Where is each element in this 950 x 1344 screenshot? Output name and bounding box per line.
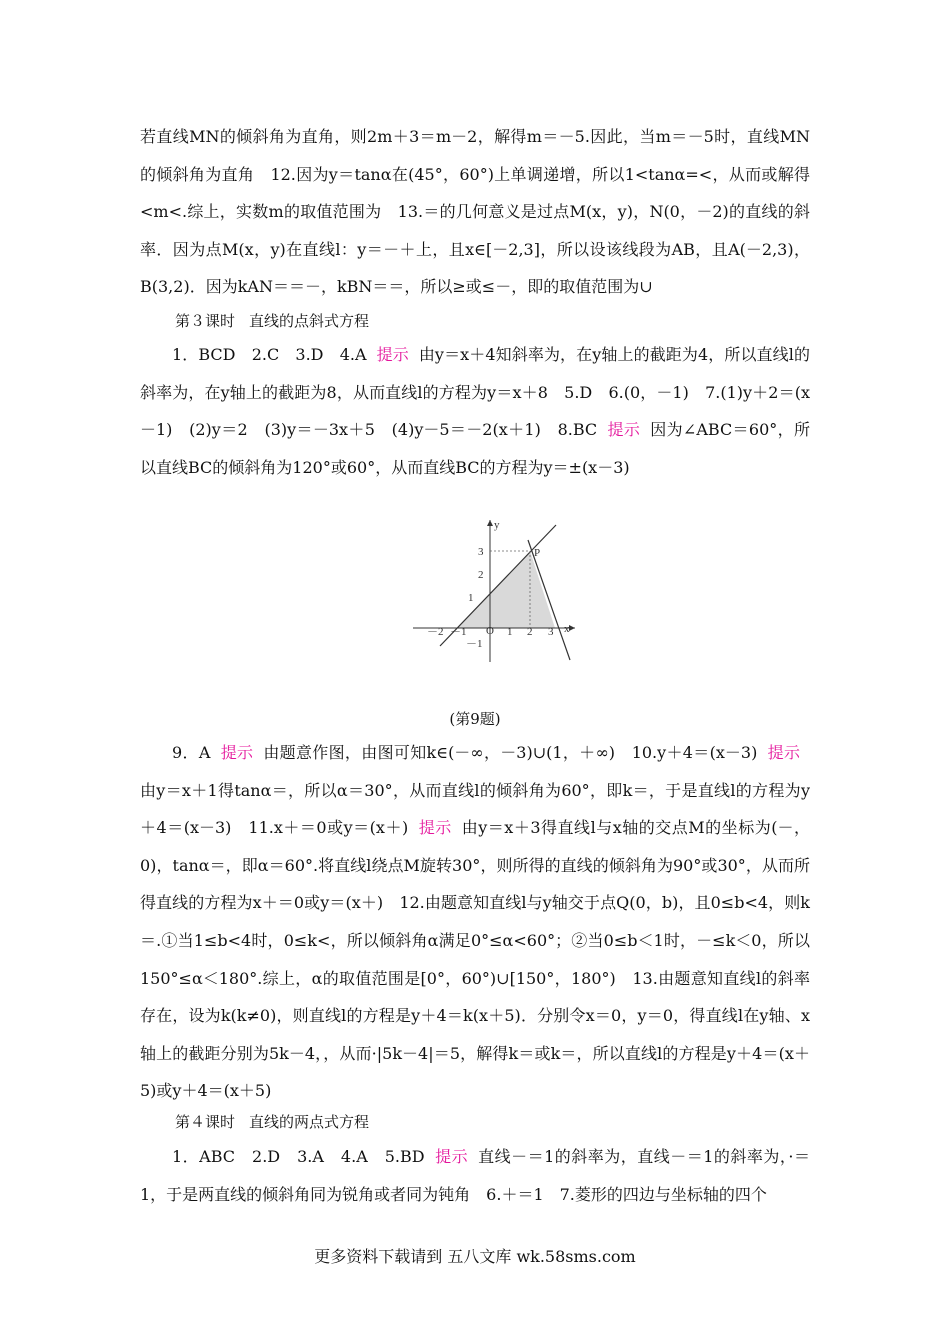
lesson-3-heading — [175, 311, 369, 331]
y-tick-label: 3 — [478, 546, 484, 558]
hint-label: 提示 — [434, 1147, 469, 1166]
hint-label: 提示 — [767, 743, 800, 762]
footer-link-text[interactable]: 更多资料下载请到 五八文库 wk.58sms.com — [314, 1247, 636, 1266]
figure-caption: (第9题) — [449, 710, 501, 728]
y-axis-arrow-icon — [487, 520, 493, 526]
y-tick-label: 1 — [468, 592, 474, 604]
x-tick-label: 2 — [527, 626, 533, 638]
lesson-3-number: 第３课时 — [175, 312, 236, 330]
hint-label: 提示 — [220, 743, 254, 762]
lesson-4-heading — [175, 1112, 369, 1132]
answer-9: 9．A — [172, 743, 211, 762]
hint-text-8: 因为∠ABC＝60°，所以直线BC的倾斜角为120°或60°，从而直线BC的方程为y＝±(x－3) — [140, 420, 810, 477]
answers-1-5: 1．ABC 2.D 3.A 4.A 5.BD — [172, 1147, 425, 1166]
lesson-4-title: 直线的两点式方程 — [249, 1113, 370, 1131]
hint-text-4: 由y＝x＋4知斜率为，在y轴上的截距为4，所以直线l的斜率为，在y轴上的截距为8，从而直线l的方程为y＝x＋8 5.D 6.(0，－1) 7.(1)y＋2＝(x－1) (2)y＝2 (3)y＝－3x＋5 (4)y－5＝－2(x＋1) 8.BC — [140, 345, 810, 440]
x-tick-label: －1 — [450, 626, 467, 638]
question-9-figure — [410, 514, 580, 664]
hint-label: 提示 — [418, 818, 452, 838]
answer-paragraph-2 — [140, 336, 810, 486]
answers-1-4: 1．BCD 2.C 3.D 4.A — [172, 345, 367, 364]
y-axis-label: y — [494, 519, 500, 531]
hint-text-10: 由y＝x＋1得tanα＝，所以α＝30°，从而直线l的倾斜角为60°，即k＝，于是直线l的方程为y＋4＝(x－3) 11.x＋＝0或y＝(x＋) — [140, 780, 810, 838]
x-axis-arrow-icon — [569, 625, 575, 631]
shaded-triangle — [458, 551, 555, 628]
x-tick-label: 1 — [507, 626, 513, 638]
hint-label: 提示 — [607, 420, 641, 440]
answer-paragraph-1: 若直线MN的倾斜角为直角，则2m＋3＝m－2，解得m＝－5.因此，当m＝－5时，直线MN的倾斜角为直角 12.因为y＝tanα在(45°，60°)上单调递增，所以1<tanα=<，从而或解得<m<.综上，实数m的取值范围为 13.＝的几何意义是过点M(x，y)，N(0，－2)的直线的斜率．因为点M(x，y)在直线l：y＝－＋上，且x∈[－2,3]，所以设该线段为AB，且A(－2,3)，B(3,2)．因为kAN＝＝－，kBN＝＝，所以≥或≤－，即的取值范围为∪ — [140, 127, 810, 297]
x-tick-label: 3 — [548, 626, 554, 638]
point-p-label: P — [534, 547, 541, 559]
lesson-3-title: 直线的点斜式方程 — [249, 312, 370, 330]
x-tick-label: －2 — [427, 626, 444, 638]
y-tick-label: 2 — [478, 569, 484, 581]
hint-label: 提示 — [376, 345, 409, 364]
y-tick-label: －1 — [466, 638, 483, 650]
hint-text-11: 由y＝x＋3得直线l与x轴的交点M的坐标为(－，0)，tanα＝，即α＝60°.将直线l绕点M旋转30°，则所得的直线的倾斜角为90°或30°，从而所得直线的方程为x＋＝0或y＝(x＋) 12.由题意知直线l与y轴交于点Q(0，b)，且0≤b<4，则k＝.①当1≤b<4时，0≤k<，所以倾斜角α满足0°≤α<60°；②当0≤b＜1时，－≤k＜0，所以150°≤α＜180°.综上，α的取值范围是[0°，60°)∪[150°，180°) 13.由题意知直线l的斜率存在，设为k(k≠0)，则直线l的方程是y＋4＝k(x＋5)．分别令x＝0，y＝0，得直线l在y轴、x轴上的截距分别为5k－4，，从而·|5k－4|＝5，解得k＝或k＝，所以直线l的方程是y＋4＝(x＋5)或y＋4＝(x＋5) — [140, 818, 810, 1101]
origin-label: O — [486, 625, 494, 637]
hint-text-9: 由题意作图，由图可知k∈(－∞，－3)∪(1，＋∞) 10.y＋4＝(x－3) — [263, 743, 758, 762]
answer-paragraph-4 — [140, 1138, 810, 1213]
answer-paragraph-3 — [140, 734, 810, 1110]
lesson-4-number: 第４课时 — [175, 1113, 236, 1131]
hint-text-5: 直线－＝1的斜率为，直线－＝1的斜率为，·＝1，于是两直线的倾斜角同为锐角或者同为钝角 6.＋＝1 7.菱形的四边与坐标轴的四个 — [140, 1147, 810, 1204]
x-axis-label: x — [564, 623, 570, 635]
